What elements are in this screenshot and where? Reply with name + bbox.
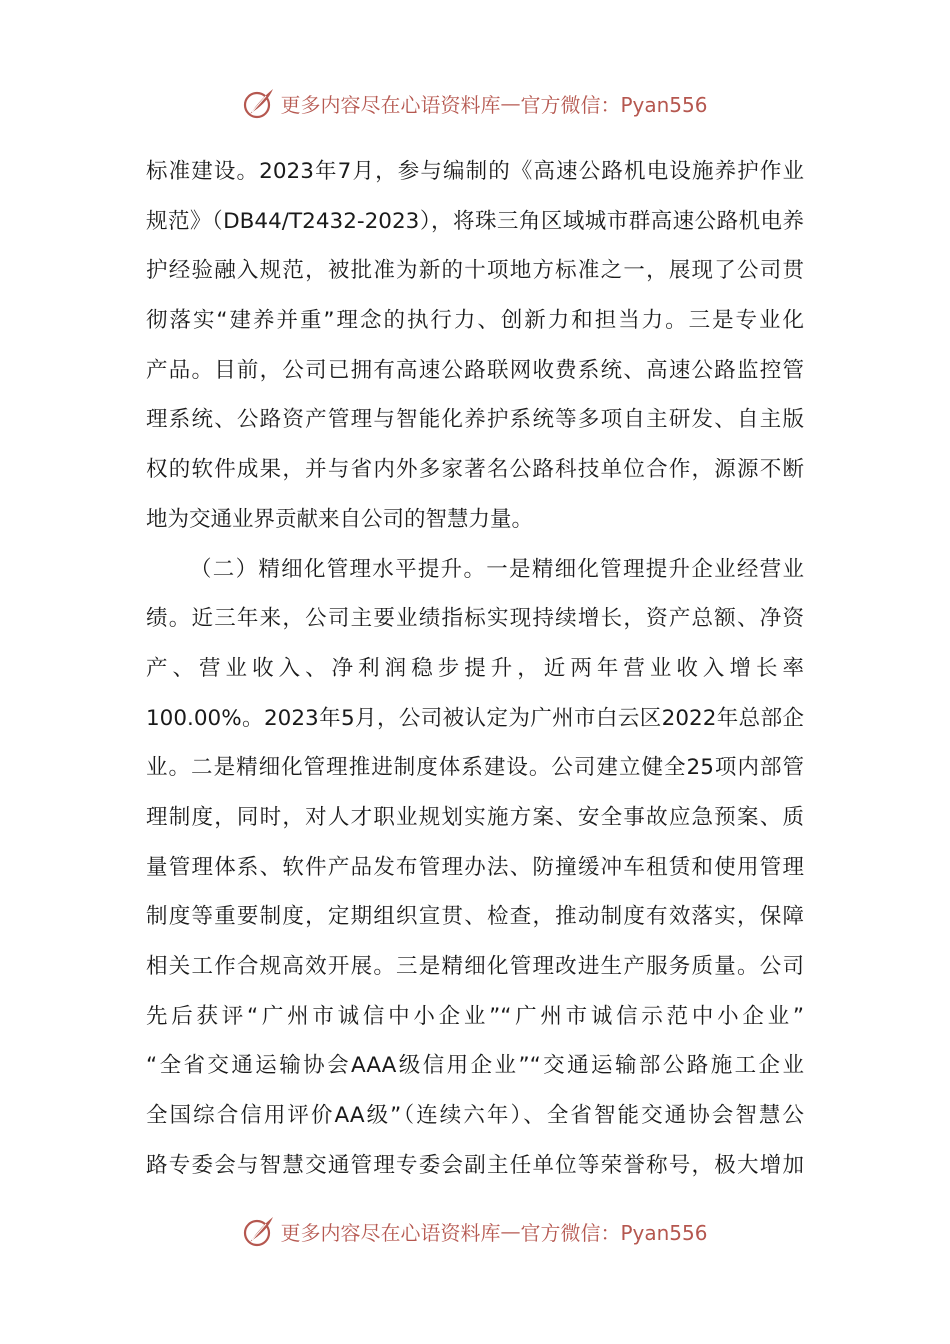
body-line: “全省交通运输协会AAA级信用企业”“交通运输部公路施工企业 — [146, 1053, 804, 1079]
body-line: 绩。近三年来，公司主要业绩指标实现持续增长，资产总额、净资 — [146, 606, 804, 632]
quill-pen-logo-icon — [242, 1214, 276, 1248]
body-line: 路专委会与智慧交通管理专委会副主任单位等荣誉称号，极大增加 — [146, 1152, 804, 1178]
body-line: 100.00%。2023年5月，公司被认定为广州市白云区2022年总部企 — [146, 705, 804, 731]
banner-main-text: 更多内容尽在心语资料库 — [280, 1220, 501, 1245]
body-line: （二）精细化管理水平提升。一是精细化管理提升企业经营业 — [190, 556, 804, 582]
body-line: 先后获评“广州市诚信中小企业”“广州市诚信示范中小企业” — [146, 1003, 804, 1029]
quill-pen-logo-icon — [242, 86, 276, 120]
body-line: 制度等重要制度，定期组织宣贯、检查，推动制度有效落实，保障 — [146, 904, 804, 930]
body-line: 彻落实“建养并重”理念的执行力、创新力和担当力。三是专业化 — [146, 308, 804, 334]
body-line: 全国综合信用评价AA级”（连续六年）、全省智能交通协会智慧公 — [146, 1103, 804, 1129]
header-watermark-banner — [0, 83, 950, 123]
body-line: 量管理体系、软件产品发布管理办法、防撞缓冲车租赁和使用管理 — [146, 854, 804, 880]
banner-wechat-text: 官方微信：Pyan556 — [520, 92, 708, 117]
body-line: 规范》（DB44/T2432-2023），将珠三角区域城市群高速公路机电养 — [146, 208, 804, 234]
banner-main-text: 更多内容尽在心语资料库 — [280, 92, 501, 117]
body-line: 权的软件成果，并与省内外多家著名公路科技单位合作，源源不断 — [146, 457, 804, 483]
body-line: 标准建设。2023年7月，参与编制的《高速公路机电设施养护作业 — [146, 159, 804, 184]
body-line: 护经验融入规范，被批准为新的十项地方标准之一，展现了公司贯 — [146, 258, 804, 284]
body-line: 理系统、公路资产管理与智能化养护系统等多项自主研发、自主版 — [146, 407, 804, 433]
body-line: 地为交通业界贡献来自公司的智慧力量。 — [146, 506, 534, 532]
banner-dash: — — [500, 1219, 521, 1243]
body-line: 业。二是精细化管理推进制度体系建设。公司建立健全25项内部管 — [146, 755, 804, 781]
footer-watermark-banner — [0, 1211, 950, 1251]
body-line: 产品。目前，公司已拥有高速公路联网收费系统、高速公路监控管 — [146, 357, 804, 383]
banner-dash: — — [500, 91, 521, 115]
body-line: 相关工作合规高效开展。三是精细化管理改进生产服务质量。公司 — [146, 954, 804, 979]
document-body — [146, 147, 804, 1190]
body-line: 理制度，同时，对人才职业规划实施方案、安全事故应急预案、质 — [146, 804, 804, 830]
banner-wechat-text: 官方微信：Pyan556 — [520, 1220, 708, 1245]
body-line: 产、营业收入、净利润稳步提升，近两年营业收入增长率 — [146, 655, 804, 681]
